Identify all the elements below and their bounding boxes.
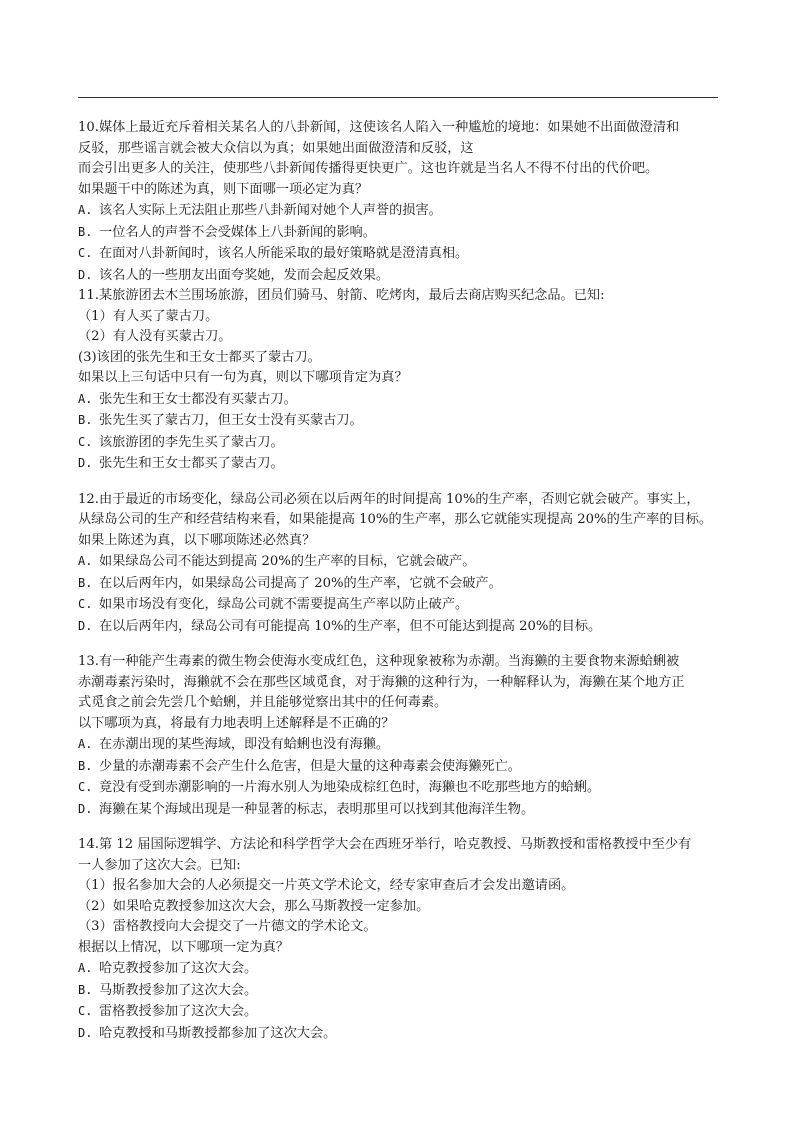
- option-text: 哈克教授参加了这次大会。: [99, 961, 258, 976]
- option-letter: D.: [78, 267, 93, 282]
- header-rule: [78, 97, 718, 98]
- option-text: 如果绿岛公司不能达到提高 20%的生产率的目标，它就会破产。: [99, 554, 476, 569]
- question-stem-line: 14.第 12 届国际逻辑学、方法论和科学哲学大会在西班牙举行，哈克教授、马斯教授和雷格教授中至少有: [78, 837, 692, 852]
- option-b: [78, 756, 723, 778]
- question-stem-line: 10.媒体上最近充斥着相关某名人的八卦新闻，这使该名人陷入一种尴尬的境地：如果她不出面做澄清和: [78, 120, 680, 135]
- option-a: [78, 734, 723, 756]
- spacer: [78, 475, 723, 490]
- option-d: [78, 265, 723, 287]
- option-text: 在以后两年内，绿岛公司有可能提高 10%的生产率，但不可能达到提高 20%的目标。: [99, 618, 602, 634]
- spacer: [78, 637, 723, 652]
- option-letter: A.: [78, 203, 93, 217]
- question-list: [78, 118, 723, 1044]
- condition-line: （1）有人买了蒙古刀。: [78, 308, 219, 324]
- question-12: [78, 490, 723, 638]
- question-prompt: 如果上陈述为真，以下哪项陈述必然真？: [78, 532, 316, 548]
- option-b: [78, 410, 723, 432]
- option-text: 该名人的一些朋友出面夸奖她，发而会起反效果。: [99, 267, 390, 283]
- option-letter: C.: [78, 246, 93, 260]
- condition-line: （2）如果哈克教授参加这次大会，那么马斯教授一定参加。: [78, 898, 430, 914]
- condition-line: （3）雷格教授向大会提交了一片德文的学术论文。: [78, 919, 377, 934]
- question-stem-line: 13.有一种能产生毒素的微生物会使海水变成红色，这种现象被称为赤潮。当海獭的主要食物来源蛤蜊被: [78, 654, 680, 669]
- option-letter: A.: [78, 961, 93, 975]
- option-letter: C.: [78, 1004, 93, 1018]
- option-letter: C.: [78, 434, 93, 449]
- option-a: [78, 958, 723, 980]
- option-text: 在以后两年内，如果绿岛公司提高了 20%的生产率，它就不会破产。: [99, 575, 502, 591]
- question-stem-line: 11.某旅游团去木兰围场旅游，团员们骑马、射箭、吃烤肉，最后去商店购买纪念品。已知:: [78, 288, 605, 303]
- question-prompt: 如果以上三句话中只有一句为真，则以下哪项肯定为真？: [78, 370, 408, 385]
- condition-line: （2）有人没有买蒙古刀。: [78, 329, 232, 344]
- question-stem-line: 12.由于最近的市场变化，绿岛公司必须在以后两年的时间提高 10%的生产率，否则它就会破产。事实上，: [78, 491, 700, 507]
- question-14: [78, 835, 723, 1044]
- question-prompt: 根据以上情况，以下哪项一定为真？: [78, 939, 289, 955]
- option-letter: D.: [78, 618, 93, 633]
- condition-line: (3)该团的张先生和王女士都买了蒙古刀。: [78, 349, 321, 365]
- option-text: 在面对八卦新闻时，该名人所能采取的最好策略就是澄清真相。: [99, 246, 469, 261]
- option-text: 哈克教授和马斯教授都参加了这次大会。: [99, 1025, 337, 1041]
- option-text: 海獭在某个海域出现是一种显著的标志，表明那里可以找到其他海洋生物。: [99, 801, 535, 817]
- option-letter: A.: [78, 554, 93, 568]
- option-text: 在赤潮出现的某些海域，即没有蛤蜊也没有海獭。: [99, 737, 390, 752]
- option-text: 张先生和王女士都没有买蒙古刀。: [99, 391, 297, 407]
- option-letter: B.: [78, 575, 93, 590]
- option-d: [78, 453, 723, 475]
- option-letter: D.: [78, 456, 93, 470]
- question-stem-line: 从绿岛公司的生产和经营结构来看，如果能提高 10%的生产率，那么它就能实现提高 20%的生产率的目标。: [78, 512, 713, 527]
- spacer: [78, 820, 723, 835]
- option-letter: C.: [78, 780, 93, 794]
- condition-line: （1）报名参加大会的人必须提交一片英文学术论文，经专家审查后才会发出邀请函。: [78, 878, 575, 893]
- option-letter: B.: [78, 413, 93, 427]
- option-d: [78, 799, 723, 821]
- option-c: [78, 1001, 723, 1023]
- option-c: [78, 594, 723, 616]
- option-text: 如果市场没有变化，绿岛公司就不需要提高生产率以防止破产。: [99, 597, 469, 612]
- option-b: [78, 573, 723, 595]
- question-stem-line: 反驳，那些谣言就会被大众信以为真；如果她出面做澄清和反驳，这: [78, 140, 474, 156]
- option-a: [78, 389, 723, 411]
- option-text: 该名人实际上无法阻止那些八卦新闻对她个人声誉的损害。: [99, 203, 442, 218]
- option-text: 一位名人的声誉不会受媒体上八卦新闻的影响。: [99, 224, 376, 240]
- question-prompt: 如果题干中的陈述为真，则下面哪一项必定为真？: [78, 181, 369, 197]
- question-13: [78, 652, 723, 820]
- option-text: 张先生买了蒙古刀，但王女士没有买蒙古刀。: [99, 413, 363, 428]
- option-c: [78, 243, 723, 265]
- option-letter: A.: [78, 737, 93, 751]
- question-stem-line: 一人参加了这次大会。已知:: [78, 857, 241, 873]
- option-text: 马斯教授参加了这次大会。: [99, 982, 258, 998]
- question-10: [78, 118, 723, 286]
- option-text: 雷格教授参加了这次大会。: [99, 1004, 258, 1019]
- option-text: 竟没有受到赤潮影响的一片海水别人为地染成棕红色时，海獭也不吃那些地方的蛤蜊。: [99, 780, 601, 795]
- option-letter: B.: [78, 982, 93, 997]
- option-b: [78, 222, 723, 244]
- option-letter: C.: [78, 597, 93, 611]
- question-stem-line: 式觅食之前会先尝几个蛤蜊，并且能够觉察出其中的任何毒素。: [78, 695, 448, 710]
- option-letter: B.: [78, 224, 93, 239]
- option-d: [78, 1023, 723, 1045]
- question-stem-line: 赤潮毒素污染时，海獭就不会在那些区域觅食，对于海獭的这种行为，一种解释认为，海獭在某个地方正: [78, 674, 685, 690]
- option-d: [78, 616, 723, 638]
- option-letter: B.: [78, 758, 93, 773]
- option-text: 该旅游团的李先生买了蒙古刀。: [99, 434, 284, 450]
- question-11: [78, 286, 723, 475]
- option-c: [78, 777, 723, 799]
- option-letter: D.: [78, 1025, 93, 1040]
- question-stem-line: 而会引出更多人的关注，使那些八卦新闻传播得更快更广。这也许就是当名人不得不付出的代价吧。: [78, 161, 659, 176]
- option-text: 少量的赤潮毒素不会产生什么危害，但是大量的这种毒素会使海獭死亡。: [99, 758, 521, 774]
- option-text: 张先生和王女士都买了蒙古刀。: [99, 456, 284, 471]
- option-b: [78, 980, 723, 1002]
- question-prompt: 以下哪项为真，将最有力地表明上述解释是不正确的？: [78, 715, 395, 731]
- option-letter: D.: [78, 801, 93, 816]
- option-a: [78, 200, 723, 222]
- option-letter: A.: [78, 391, 93, 406]
- option-c: [78, 432, 723, 454]
- option-a: [78, 551, 723, 573]
